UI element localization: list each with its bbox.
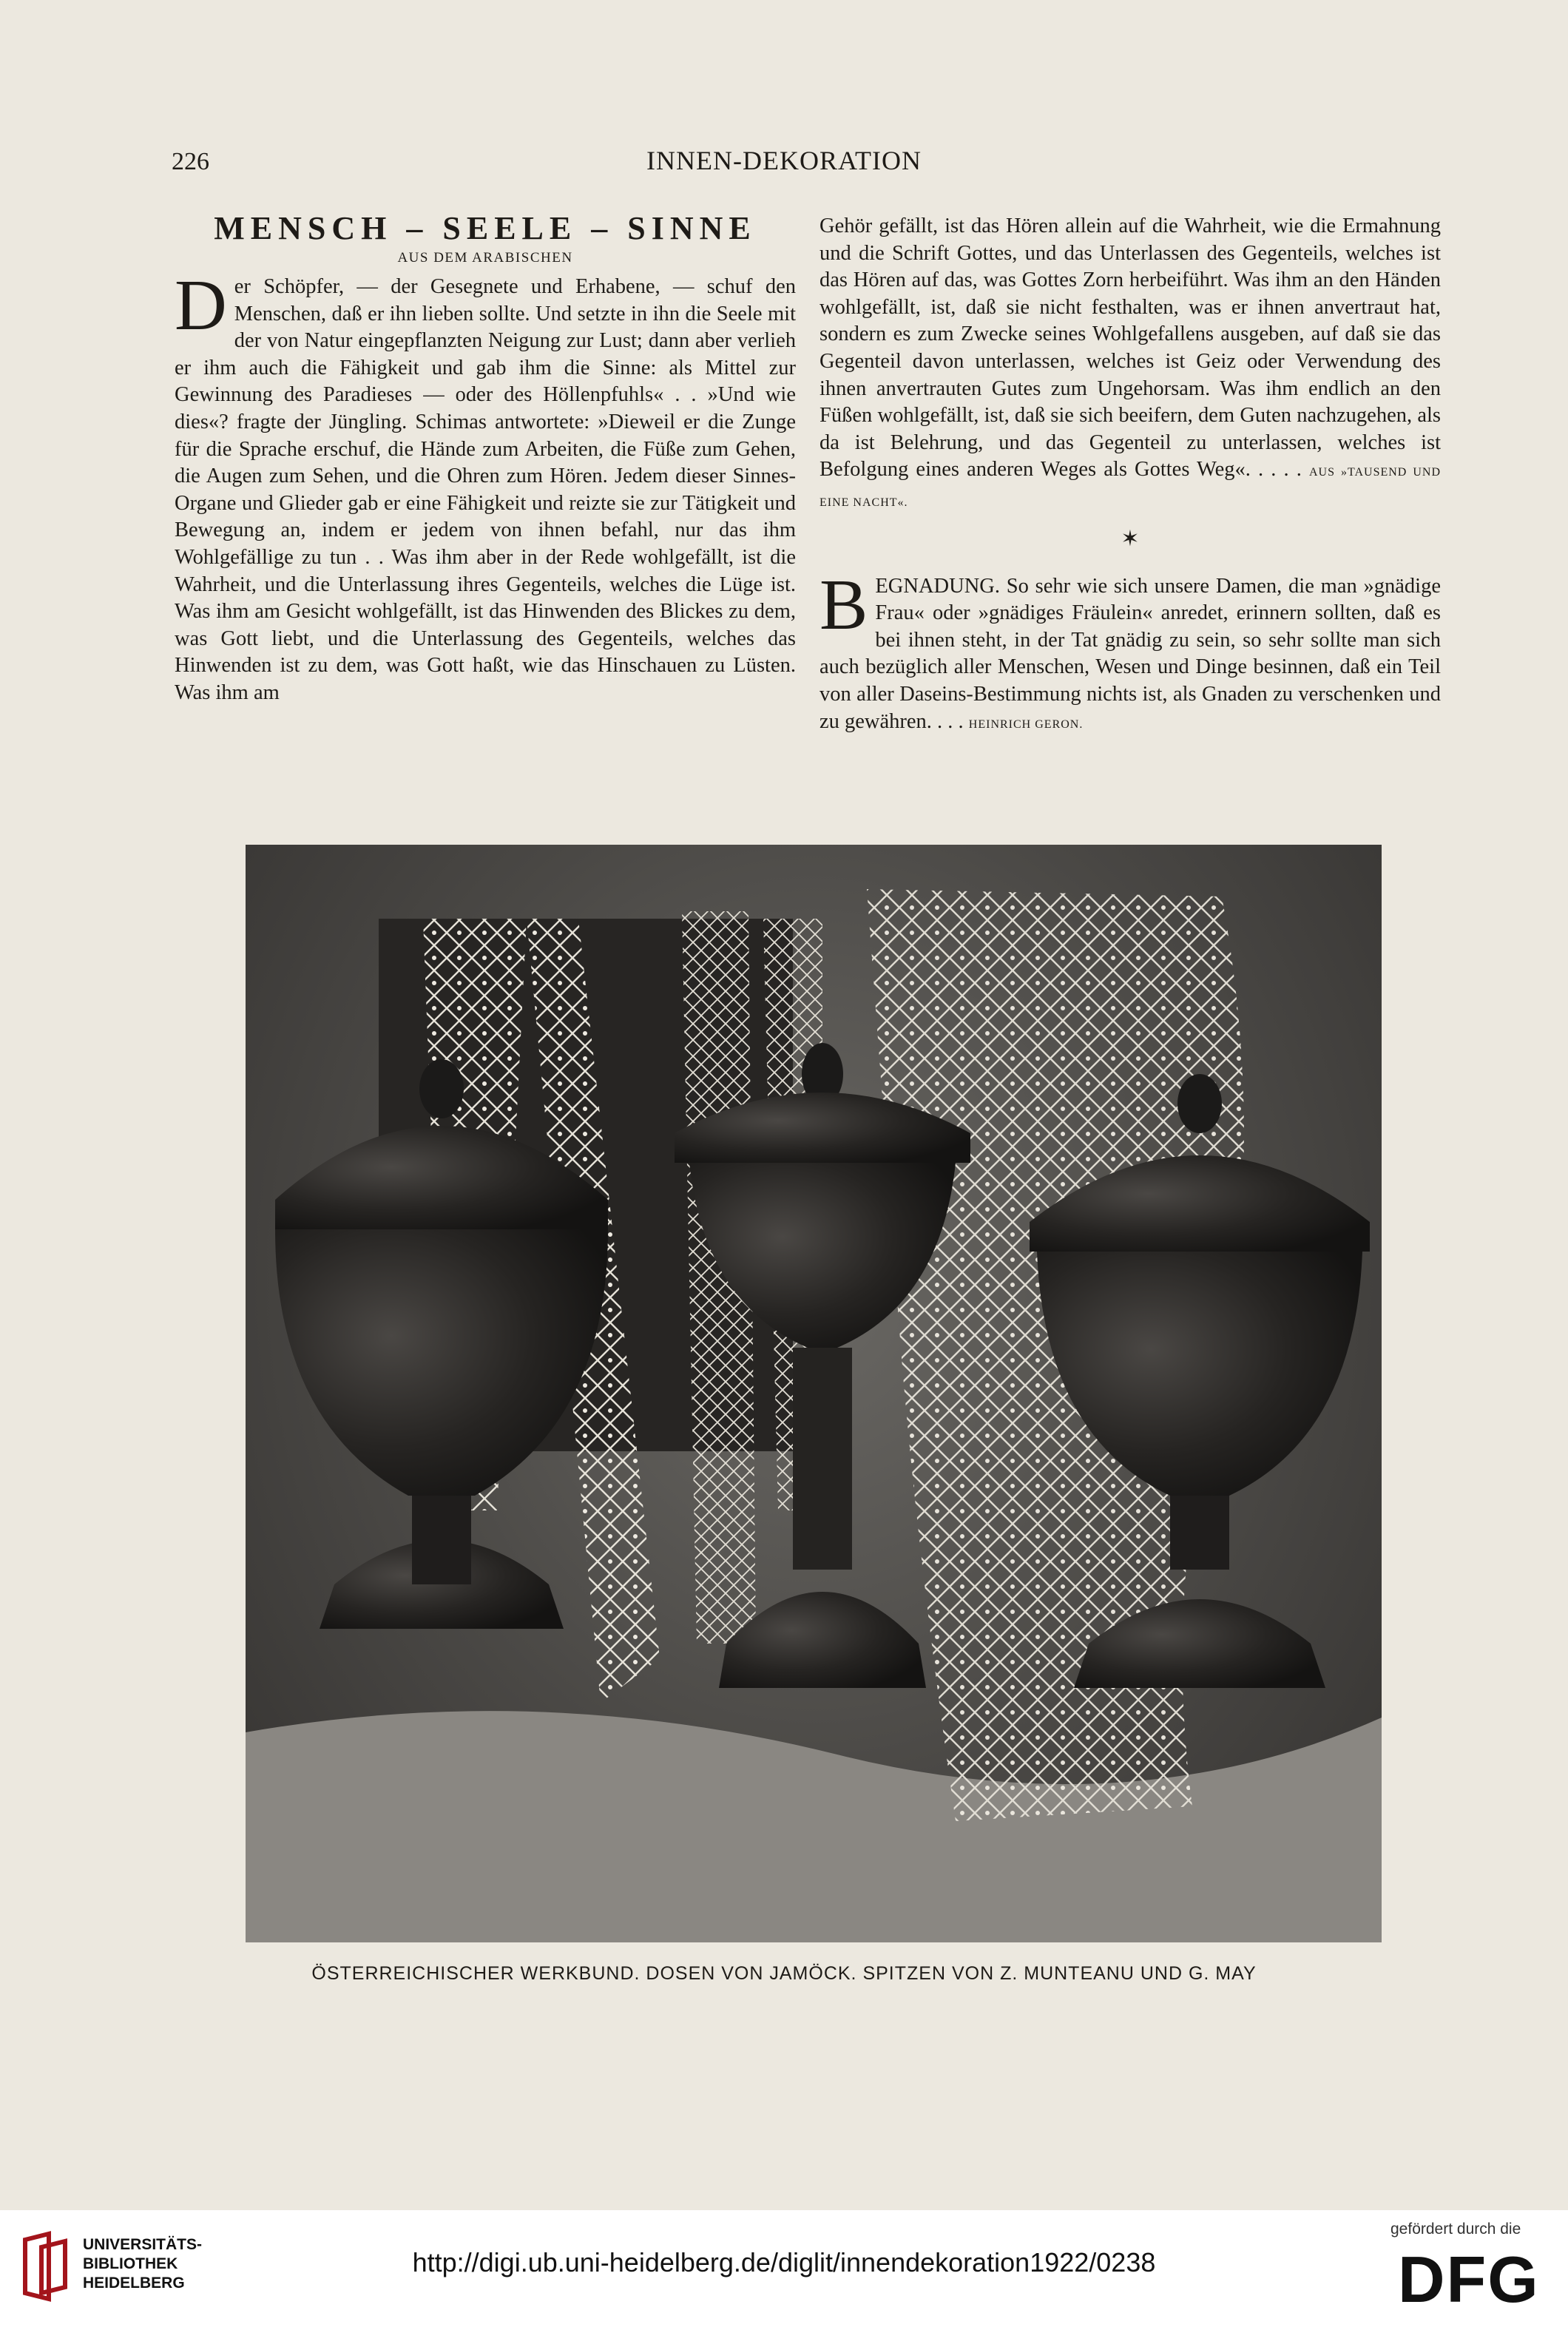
drop-cap-b: B (820, 564, 868, 645)
library-line-1: UNIVERSITÄTS- (83, 2236, 203, 2253)
article-title: MENSCH – SEELE – SINNE (214, 210, 757, 246)
permalink-url[interactable]: http://digi.ub.uni-heidelberg.de/diglit/innendekoration1922/0238 (412, 2247, 1156, 2277)
running-head: INNEN-DEKORATION (646, 146, 922, 175)
library-line-2: BIBLIOTHEK (83, 2255, 178, 2272)
cloth-drape (246, 1711, 1382, 1942)
begnadung-text: EGNADUNG. So sehr wie sich unsere Damen, die man »gnädige Frau« oder »gnädiges Fräulein« anredet, erinnern sollten, daß es bei ihnen steht, in der Tat gnädig zu sein, so sehr sollte man sich auch bezüglich aller Menschen, Wesen und Dinge besinnen, daß ein Teil von aller Daseins-Bestimmung nichts ist, als Gnaden zu verschenken und zu gewähren. . . . (820, 574, 1441, 733)
footer-bar (0, 2210, 1568, 2330)
funded-by-label: gefördert durch die (1390, 2221, 1521, 2238)
article-source: AUS »TAUSEND UND EINE NACHT«. (820, 466, 1441, 509)
begnadung-body (820, 564, 1441, 739)
figure-caption: ÖSTERREICHISCHER WERKBUND. DOSEN VON JAMÖCK. SPITZEN VON Z. MUNTEANU UND G. MAY (311, 1963, 1257, 1984)
library-line-3: HEIDELBERG (83, 2275, 185, 2292)
article-text-left: er Schöpfer, — der Gesegnete und Erhabene, — schuf den Menschen, daß er ihn lieben sollte. Und setzte in ihn die Seele mit der von Natur eingepflanzten Neigung zur Lust; dann aber verlieh er ihm auch die Fähigkeit und gab ihm die Sinne: als Mittel zur Gewinnung des Paradieses — oder des Höllenpfuhls« . . »Und wie dies«? fragte der Jüngling. Schimas antwortete: »Dieweil er die Zunge für die Sprache erschuf, die Hände zum Arbeiten, die Füße zum Gehen, die Augen zum Sehen, und die Ohren zum Hören. Jedem dieser Sinnes-Organe und Glieder gab er eine Fähigkeit und reizte sie zur Tätigkeit und Bewegung an, indem er jedem von ihnen befahl, nur das ihm Wohlgefällige zu tun . . Was ihm aber in der Rede wohlgefällt, ist die Wahrheit, und die Unterlassung ihres Gegenteils, welches die Lüge ist. Was ihm am Gesicht wohlgefällt, ist das Hinwenden des Blickes zu dem, was Gott liebt, und die Unterlassung des Gegenteils, welches das Hinwenden ist zu dem, was Gott haßt, wie das Hinschauen zu Lüsten. Was ihm am (175, 275, 796, 704)
page-number: 226 (172, 148, 209, 175)
article-subtitle: AUS DEM ARABISCHEN (397, 250, 573, 266)
article-body-left (175, 266, 796, 707)
article-body-right (820, 213, 1441, 517)
section-separator: ✶ (1121, 526, 1140, 551)
left-column (175, 210, 796, 707)
dfg-logo: DFG (1398, 2243, 1540, 2316)
begnadung-author: HEINRICH GERON. (968, 717, 1084, 731)
drop-cap-d: D (175, 266, 227, 345)
right-column (820, 213, 1441, 738)
article-text-right: Gehör gefällt, ist das Hören allein auf die Wahrheit, wie die Ermahnung und die Schrift Gottes, und das Unterlassen des Gegenteils, welches ist das Hören auf das, was Gottes Zorn herbeiführt. Was ihm an den Händen wohlgefällt, ist, daß sie nicht festhalten, was er ihnen anvertraut hat, sondern es zum Zwecke seines Wohlgefallens ausgeben, auf daß sie das Gegenteil davon unterlassen, welches ist Geiz oder Verwendung des ihnen anvertrauten Gutes zum Ungehorsam. Was ihm endlich an den Füßen wohlgefällt, ist, daß sie sich beeifern, dem Guten nachzugehen, als da ist Belehrung, und das Gegenteil zu unterlassen, welches ist Befolgung eines anderen Weges als Gottes Weg«. . . . . (820, 215, 1441, 482)
photograph-lace-and-lidded-boxes (246, 845, 1382, 1942)
